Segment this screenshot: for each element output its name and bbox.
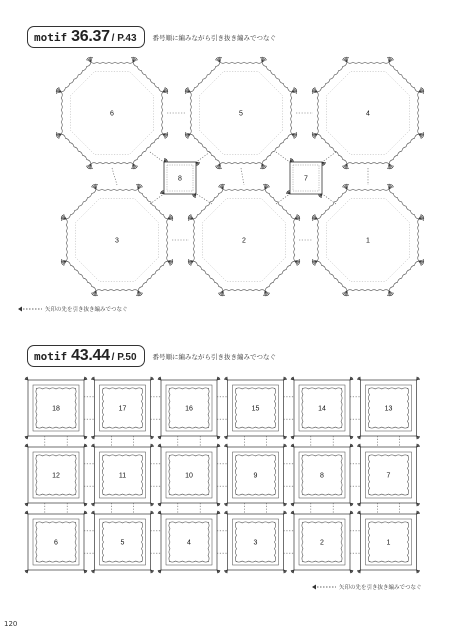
section1-legend [18, 305, 128, 313]
motif-number-label: 8 [178, 175, 182, 183]
join-lines [110, 110, 370, 240]
section1-caption: 番号順に編みながら引き抜き編みでつなぐ [152, 33, 277, 42]
motif-number-label: 18 [52, 405, 60, 413]
motif-number: 43.44 [71, 347, 110, 364]
motif-number-label: 1 [366, 237, 370, 245]
motif-number-label: 7 [386, 472, 391, 480]
motif-number-label: 8 [320, 472, 324, 480]
square-motif-9 [224, 443, 294, 514]
motif-number-label: 4 [187, 539, 191, 547]
motif-number-label: 3 [253, 539, 258, 547]
motif-number-label: 10 [185, 472, 193, 480]
motif-number-label: 1 [386, 539, 391, 547]
motif-number-label: 5 [239, 110, 243, 118]
motif-number-label: 5 [120, 539, 125, 547]
octagon-motif-5 [184, 56, 298, 170]
page-number: 120 [4, 620, 18, 628]
octagon-motif-4 [311, 56, 425, 170]
motif-page-ref: / P.50 [111, 352, 137, 363]
section2-legend [312, 583, 422, 591]
square-motif-4 [157, 510, 227, 573]
motif-page-ref: / P.43 [111, 33, 137, 44]
octagon-motif-3 [60, 183, 174, 297]
square-motif-7 [357, 443, 420, 514]
square-motif-17 [91, 376, 161, 447]
square-motif-16 [157, 376, 227, 447]
motif-number-label: 12 [52, 472, 60, 480]
square-motif-8 [160, 158, 201, 199]
square-motif-11 [91, 443, 161, 514]
octagon-motif-2 [187, 183, 301, 297]
motif-number-label: 2 [320, 539, 324, 547]
motif-number-label: 2 [242, 237, 246, 245]
motif-number-label: 16 [185, 405, 193, 413]
square-motif-3 [224, 510, 294, 573]
motif-number-label: 6 [54, 539, 58, 547]
square-motif-6 [24, 510, 94, 573]
square-motif-8 [290, 443, 360, 514]
motif-number-label: 11 [118, 472, 127, 480]
motif-number-label: 9 [253, 472, 258, 480]
square-motif-15 [224, 376, 294, 447]
section2-caption: 番号順に編みながら引き抜き編みでつなぐ [152, 352, 277, 361]
motif-number-label: 17 [118, 405, 127, 413]
motif-number-label: 6 [110, 110, 114, 118]
octagon-motif-6 [55, 56, 169, 170]
motif-number-label: 4 [366, 110, 370, 118]
square-motif-18 [24, 376, 94, 447]
motif-number: 36.37 [71, 28, 110, 45]
motif-number-label: 15 [251, 405, 260, 413]
section2-diagram [24, 376, 420, 573]
motif-word: motif [34, 350, 68, 363]
square-motif-14 [290, 376, 360, 447]
motif-number-label: 7 [304, 175, 308, 183]
section1-diagram [55, 56, 425, 297]
square-motif-2 [290, 510, 360, 573]
legend-text: 矢印の先を引き抜き編みでつなぐ [45, 307, 128, 313]
square-motif-1 [357, 510, 420, 573]
square-motif-7 [286, 158, 327, 199]
motif-number-label: 3 [115, 237, 119, 245]
legend-text: 矢印の先を引き抜き編みでつなぐ [339, 585, 422, 591]
motif-number-label: 13 [384, 405, 393, 413]
square-motif-13 [357, 376, 420, 447]
dotted-arrow-icon [312, 584, 336, 590]
motif-word: motif [34, 31, 68, 44]
octagon-motif-1 [311, 183, 425, 297]
square-motif-5 [91, 510, 161, 573]
dotted-arrow-icon [18, 306, 42, 312]
square-motif-12 [24, 443, 94, 514]
square-motif-10 [157, 443, 227, 514]
motif-number-label: 14 [318, 405, 326, 413]
